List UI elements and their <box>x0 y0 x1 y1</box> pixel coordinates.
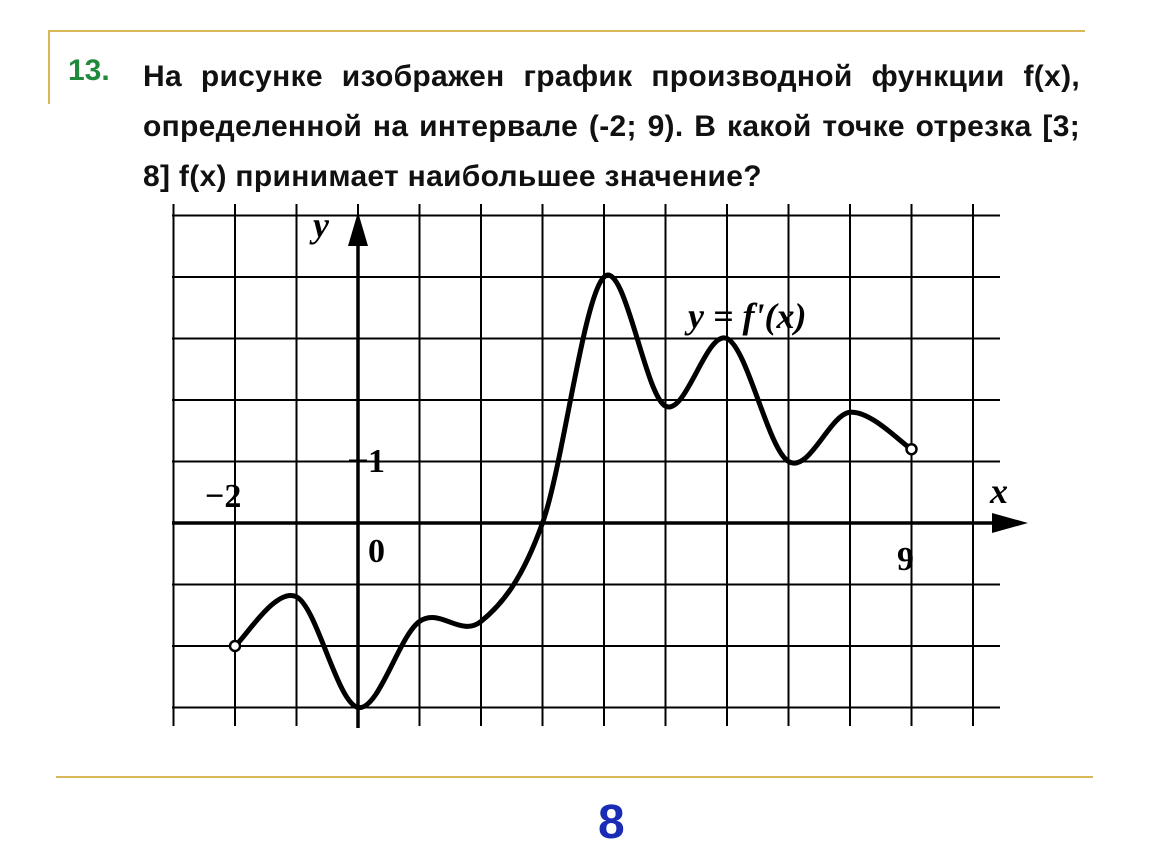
axes <box>172 212 1028 728</box>
answer-value: 8 <box>598 796 625 849</box>
y-axis-label: y <box>313 205 329 245</box>
bottom-rule <box>56 776 1093 778</box>
origin-label: 0 <box>368 533 385 570</box>
y-axis-arrow-icon <box>348 212 368 246</box>
question-text: На рисунке изображен график производной функции f(x), определенной на интервале (-2; 9). В какой точке отрезка [3; 8] f(x) принимает наибольшее значение? <box>143 60 1080 193</box>
derivative-curve <box>235 275 912 708</box>
curve-label: y = f'(x) <box>688 296 807 336</box>
curve-start-open-point <box>230 641 240 651</box>
question-number: 13. <box>68 54 110 87</box>
x-axis-label: x <box>990 471 1008 511</box>
x-tick-label-9: 9 <box>897 541 914 578</box>
x-axis-arrow-icon <box>992 513 1028 533</box>
y-tick-label-1: 1 <box>368 443 385 480</box>
grid <box>172 204 1000 726</box>
x-tick-label-neg2: −2 <box>205 478 242 515</box>
curve-end-open-point <box>907 444 917 454</box>
